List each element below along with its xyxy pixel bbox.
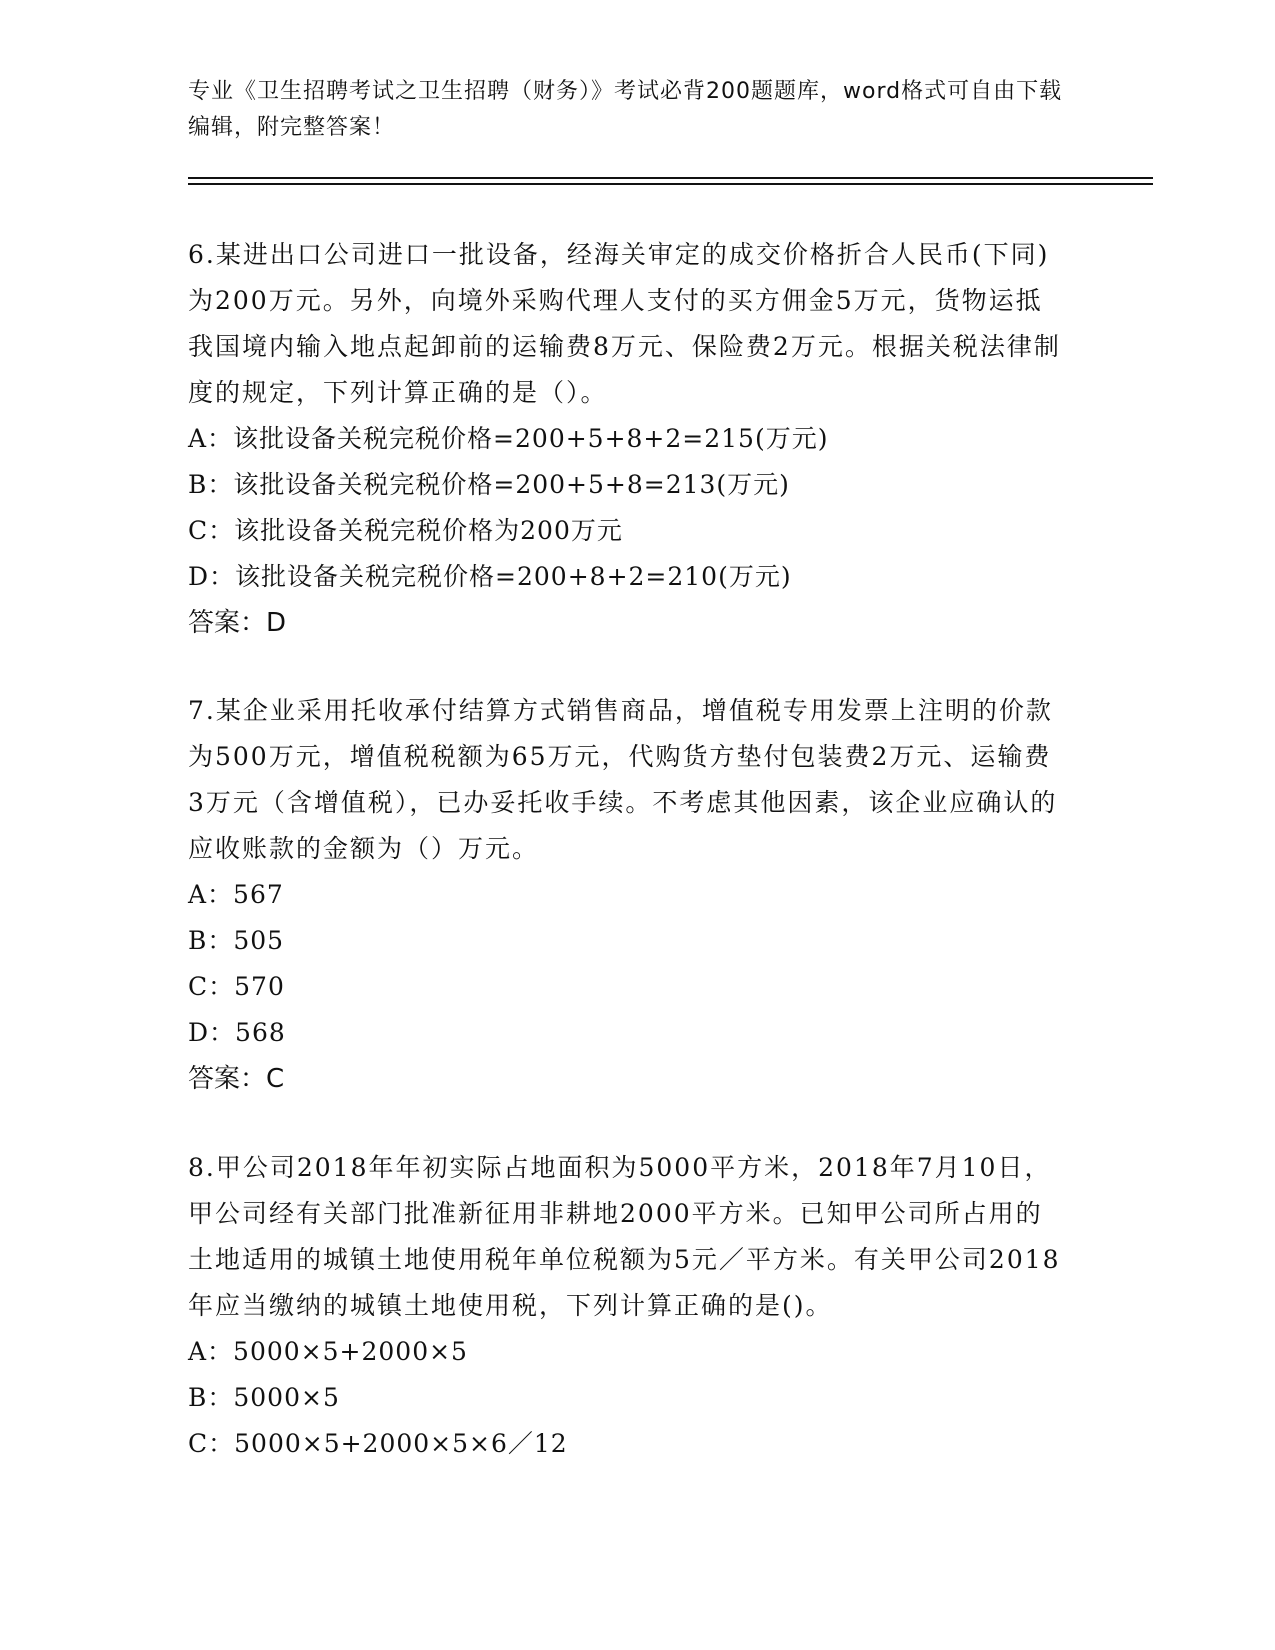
question-stem: 8.甲公司2018年年初实际占地面积为5000平方米，2018年7月10日，甲公司经有关部门批准新征用非耕地2000平方米。已知甲公司所占用的土地适用的城镇土地使用税年单位税额为5元／平方米。有关甲公司2018年应当缴纳的城镇土地使用税，下列计算正确的是()。 bbox=[188, 1153, 1061, 1320]
answer-line: 答案：D bbox=[188, 608, 287, 638]
option-a: A：5000×5+2000×5 bbox=[188, 1337, 468, 1366]
option-c: C：5000×5+2000×5×6／12 bbox=[188, 1429, 568, 1458]
question-8 bbox=[188, 1145, 1068, 1467]
option-b: B：505 bbox=[188, 926, 285, 955]
option-b: B：该批设备关税完税价格=200+5+8=213(万元) bbox=[188, 470, 790, 499]
option-c: C：570 bbox=[188, 972, 285, 1001]
question-7 bbox=[188, 688, 1068, 1102]
header-divider-bottom bbox=[188, 183, 1153, 185]
option-d: D：568 bbox=[188, 1018, 286, 1047]
document-header: 专业《卫生招聘考试之卫生招聘（财务）》考试必背200题题库，word格式可自由下载编辑，附完整答案！ bbox=[188, 79, 1063, 140]
question-6 bbox=[188, 232, 1068, 646]
option-a: A：该批设备关税完税价格=200+5+8+2=215(万元) bbox=[188, 424, 829, 453]
option-d: D：该批设备关税完税价格=200+8+2=210(万元) bbox=[188, 562, 792, 591]
option-c: C：该批设备关税完税价格为200万元 bbox=[188, 516, 623, 545]
answer-line: 答案：C bbox=[188, 1064, 285, 1094]
question-stem: 6.某进出口公司进口一批设备，经海关审定的成交价格折合人民币(下同)为200万元。另外，向境外采购代理人支付的买方佣金5万元，货物运抵我国境内输入地点起卸前的运输费8万元、保险费2万元。根据关税法律制度的规定，下列计算正确的是（）。 bbox=[188, 240, 1061, 407]
header-divider-top bbox=[188, 177, 1153, 179]
option-b: B：5000×5 bbox=[188, 1383, 340, 1412]
option-a: A：567 bbox=[188, 880, 284, 909]
question-stem: 7.某企业采用托收承付结算方式销售商品，增值税专用发票上注明的价款为500万元，增值税税额为65万元，代购货方垫付包装费2万元、运输费3万元（含增值税），已办妥托收手续。不考虑其他因素，该企业应确认的应收账款的金额为（）万元。 bbox=[188, 696, 1058, 863]
